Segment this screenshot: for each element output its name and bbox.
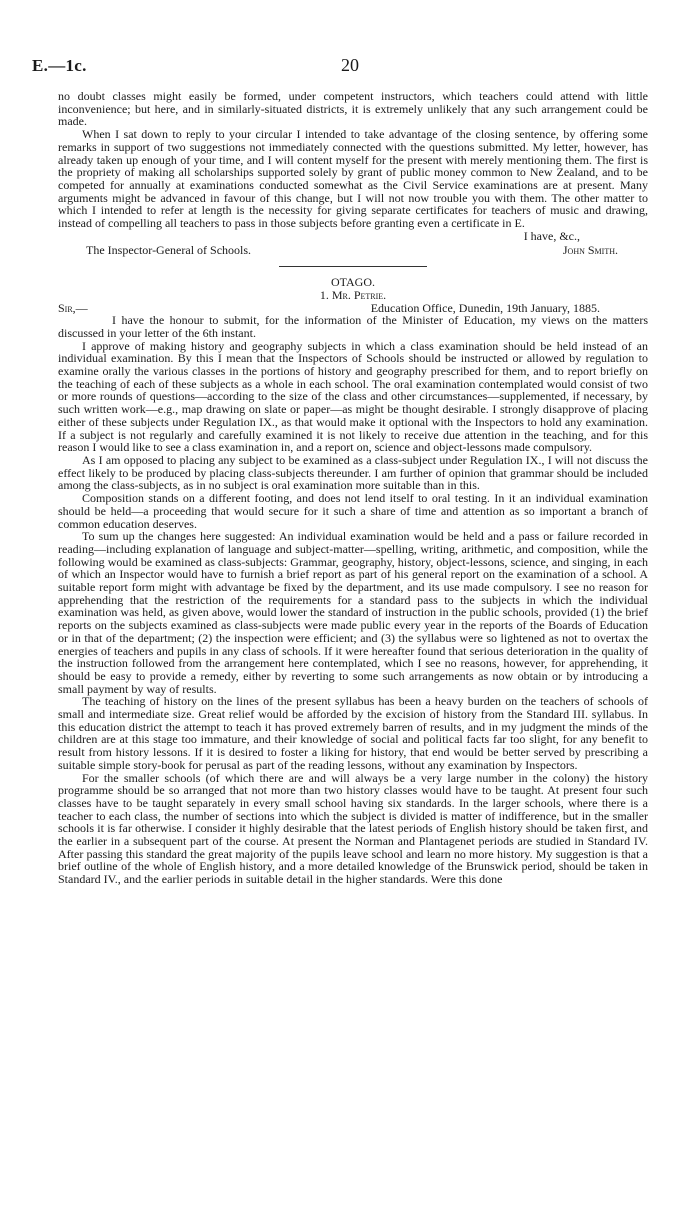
paragraph: To sum up the changes here suggested: An individual examination would be held and a pass or failure recorded in reading—including explanation of language and subject-matter—spelling, writing, arithmetic, and composition, while the following would be examined as class-subjects: Grammar, geography, history, object-lessons, science, and singing, in each of which an Inspector would have to furnish a brief report as part of his general report on the examination of a school. A suitable report form might with advantage be fixed by the department, and its use made compulsory. I see no reason for apprehending that the restriction of the requirements for a standard pass to the subjects in which the individual examination was held, as given above, would lower the standard of instruction in the public schools, provided (1) the brief reports on the subjects examined as class-subjects were made public every year in the reports of the Boards of Education or in that of the department; (2) the inspection were efficient; and (3) the syllabus were so lightened as not to overtax the energies of teachers and pupils in any class of schools. If it were hereafter found that serious deterioration in the quality of the instruction followed from the arrangement here contemplated, which I see no reasons, however, for apprehending, it should be easy to provide a remedy, either by reverting to some such arrangements as now obtain or by introducing a small payment by way of results. <box>58 529 648 696</box>
section-subheading: 1. Mr. Petrie. <box>319 287 387 302</box>
document-body <box>58 90 648 886</box>
letter-closing-row <box>58 244 648 257</box>
paragraph: Composition stands on a different footing, and does not lend itself to oral testing. In it an individual examination should be held—a proceeding that would secure for it such a share of time and attention as so important a branch of common education deserves. <box>58 491 648 531</box>
paragraph: As I am opposed to placing any subject to be examined as a class-subject under Regulation IX., I will not discuss the effect likely to be produced by placing class-subjects thereunder. I am further of opinion that grammar should be included among the class-subjects, as in no subject is oral examination more suitable than in this. <box>58 452 648 493</box>
section-title: OTAGO. <box>330 275 376 290</box>
letter-valediction: I have, &c., <box>523 228 580 243</box>
paragraph-suggestions: When I sat down to reply to your circular I intended to take advantage of the closing sentence, by offering some remarks in support of two suggestions not immediately connected with the questions submitted. My letter, however, has already taken up enough of your time, and I will content myself for the present with merely mentioning them. The first is the propriety of making all scholarships supported solely by grant of public money common to New Zealand, and to be competed for annually at examinations conducted somewhat as the Civil Service examinations are at present. Many arguments might be advanced in favour of this change, but I will not now trouble you with them. The other matter to which I intended to refer at length is the necessity for giving separate certificates for teachers of music and drawing, instead of compelling all teachers to pass in those subjects before granting even a certificate in E. <box>58 127 648 231</box>
dateline: Education Office, Dunedin, 19th January, 1885. <box>370 300 600 315</box>
paragraph: For the smaller schools (of which there are and will always be a very large number in the colony) the history programme should be so arranged that not more than two history classes would have to be taught. At present four such classes have to be taught separately in every small school having six standards. In the larger schools, where there is a teacher to each class, the number of sections into which the subject is divided is matter of indifference, but in the smaller schools it is far otherwise. I consider it highly desirable that the latest periods of English history should be taken first, and the earlier in a subsequent part of the course. At present the Norman and Plantagenet periods are studied in Standard IV. After passing this standard the great majority of the pupils leave school and learn no more history. My suggestion is that a brief outline of the whole of English history, and a more detailed knowledge of the Brunswick period, should be taken in Standard IV., and the earlier periods in suitable detail in the higher standards. Were this done <box>58 770 648 887</box>
letter-addressee: The Inspector-General of Schools. <box>86 243 252 258</box>
page-number: 20 <box>341 55 359 75</box>
document-reference: E.—1c. <box>32 56 87 75</box>
paragraph: I approve of making history and geography subjects in which a class examination should be held instead of an individual examination. By this I mean that the Inspectors of Schools should be instructed or allowed by regulation to examine orally the various classes in the portions of history and geography prescribed for them, and to report briefly on the teaching of each of these subjects as a whole in each school. The oral examination contemplated would consist of two or more rounds of questions—according to the size of the class and other circumstances—supplemented, if necessary, by such written work—e.g., map drawing on slate or paper—as might be thought desirable. I strongly disapprove of placing either of these subjects under Regulation IX., as that would make it optional with the Inspectors to hold any examination. If a subject is not regularly and carefully examined it is not likely to receive due attention in the teaching, and for this reason I would like to see a class examination in, and a report on, science and object-lessons made compulsory. <box>58 338 648 455</box>
salutation: Sir,— <box>58 300 88 315</box>
paragraph: I have the honour to submit, for the information of the Minister of Education, my views on the matters discussed in your letter of the 6th instant. <box>58 313 648 340</box>
paragraph: The teaching of history on the lines of the present syllabus has been a heavy burden on the teachers of schools of small and intermediate size. Great relief would be afforded by the excision of history from the Standard III. syllabus. In this education district the attempt to teach it has proved extremely barren of results, and in my judgment the minds of the children are at this stage too immature, and their knowledge of social and political facts far too slight, for any benefit to result from history lessons. If it is desired to foster a liking for history, that end would be better served by prescribing a suitable simple story-book for perusal as part of the reading lessons, without any examination by Inspectors. <box>58 694 648 772</box>
section-divider <box>279 266 427 267</box>
paragraph-continuation: no doubt classes might easily be formed, under competent instructors, which teachers could attend with little inconvenience; but here, and in similarly-situated districts, it is extremely unlikely that any such arrangement could be made. <box>58 89 648 129</box>
letter-signature: John Smith. <box>562 243 618 258</box>
